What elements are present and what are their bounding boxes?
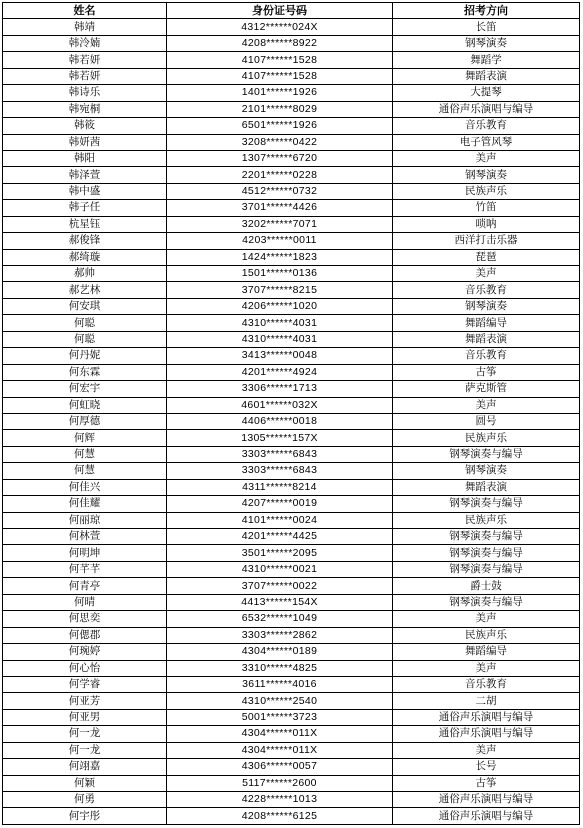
name-cell: 杭星钰 xyxy=(3,216,167,232)
table-row xyxy=(3,331,580,347)
table-row xyxy=(3,52,580,68)
name-cell: 韩妍茜 xyxy=(3,134,167,150)
name-cell: 何丽琼 xyxy=(3,512,167,528)
table-row xyxy=(3,676,580,692)
name-cell: 何聪 xyxy=(3,331,167,347)
table-row xyxy=(3,134,580,150)
direction-cell: 西洋打击乐器 xyxy=(393,233,580,249)
name-cell: 何林萱 xyxy=(3,529,167,545)
table-row xyxy=(3,249,580,265)
id-number-cell: 4101******0024 xyxy=(167,512,393,528)
direction-cell: 古筝 xyxy=(393,775,580,791)
table-row xyxy=(3,660,580,676)
name-cell: 何佳耀 xyxy=(3,496,167,512)
table-row xyxy=(3,611,580,627)
table-row xyxy=(3,792,580,808)
direction-cell: 舞蹈编导 xyxy=(393,315,580,331)
id-number-cell: 4207******0019 xyxy=(167,496,393,512)
direction-cell: 钢琴演奏与编导 xyxy=(393,594,580,610)
direction-cell: 通俗声乐演唱与编导 xyxy=(393,101,580,117)
id-number-cell: 4306******0057 xyxy=(167,759,393,775)
name-cell: 何勇 xyxy=(3,792,167,808)
table-row xyxy=(3,216,580,232)
table-row xyxy=(3,775,580,791)
name-cell: 何东霖 xyxy=(3,364,167,380)
id-number-cell: 4304******011X xyxy=(167,742,393,758)
name-cell: 郝帅 xyxy=(3,266,167,282)
name-cell: 何聪 xyxy=(3,315,167,331)
table-row xyxy=(3,167,580,183)
id-number-cell: 4310******4031 xyxy=(167,331,393,347)
id-number-cell: 4208******8922 xyxy=(167,35,393,51)
table-row xyxy=(3,200,580,216)
name-cell: 何一龙 xyxy=(3,726,167,742)
id-number-cell: 4512******0732 xyxy=(167,183,393,199)
table-row xyxy=(3,479,580,495)
name-cell: 何宇彤 xyxy=(3,808,167,824)
table-row xyxy=(3,726,580,742)
name-cell: 何一龙 xyxy=(3,742,167,758)
header-id-number: 身份证号码 xyxy=(167,3,393,19)
id-number-cell: 4201******4425 xyxy=(167,529,393,545)
name-cell: 何佳兴 xyxy=(3,479,167,495)
name-cell: 郝艺林 xyxy=(3,282,167,298)
id-number-cell: 4312******024X xyxy=(167,19,393,35)
header-name: 姓名 xyxy=(3,3,167,19)
id-number-cell: 3202******7071 xyxy=(167,216,393,232)
name-cell: 何亚男 xyxy=(3,709,167,725)
id-number-cell: 3306******1713 xyxy=(167,381,393,397)
name-cell: 何颖 xyxy=(3,775,167,791)
id-number-cell: 4206******1020 xyxy=(167,298,393,314)
id-number-cell: 2201******0228 xyxy=(167,167,393,183)
name-cell: 何翊嘉 xyxy=(3,759,167,775)
id-number-cell: 3303******6843 xyxy=(167,463,393,479)
name-cell: 韩中盛 xyxy=(3,183,167,199)
table-row xyxy=(3,578,580,594)
direction-cell: 通俗声乐演唱与编导 xyxy=(393,792,580,808)
direction-cell: 美声 xyxy=(393,266,580,282)
direction-cell: 萨克斯管 xyxy=(393,381,580,397)
direction-cell: 唢呐 xyxy=(393,216,580,232)
table-row xyxy=(3,348,580,364)
id-number-cell: 4310******2540 xyxy=(167,693,393,709)
name-cell: 韩阳 xyxy=(3,150,167,166)
direction-cell: 二胡 xyxy=(393,693,580,709)
table-row xyxy=(3,529,580,545)
name-cell: 何偲郡 xyxy=(3,627,167,643)
table-row xyxy=(3,298,580,314)
table-row xyxy=(3,644,580,660)
id-number-cell: 4304******011X xyxy=(167,726,393,742)
direction-cell: 美声 xyxy=(393,150,580,166)
name-cell: 何学睿 xyxy=(3,676,167,692)
table-row xyxy=(3,118,580,134)
id-number-cell: 4107******1528 xyxy=(167,52,393,68)
name-cell: 韩子任 xyxy=(3,200,167,216)
table-row xyxy=(3,150,580,166)
id-number-cell: 3310******4825 xyxy=(167,660,393,676)
direction-cell: 通俗声乐演唱与编导 xyxy=(393,808,580,824)
id-number-cell: 5117******2600 xyxy=(167,775,393,791)
id-number-cell: 4413******154X xyxy=(167,594,393,610)
table-row xyxy=(3,282,580,298)
direction-cell: 通俗声乐演唱与编导 xyxy=(393,726,580,742)
direction-cell: 琵琶 xyxy=(393,249,580,265)
table-row xyxy=(3,594,580,610)
name-cell: 何宏宇 xyxy=(3,381,167,397)
name-cell: 韩泠婻 xyxy=(3,35,167,51)
table-row xyxy=(3,397,580,413)
direction-cell: 钢琴演奏 xyxy=(393,35,580,51)
direction-cell: 长号 xyxy=(393,759,580,775)
id-number-cell: 4310******4031 xyxy=(167,315,393,331)
direction-cell: 钢琴演奏与编导 xyxy=(393,446,580,462)
table-row xyxy=(3,446,580,462)
name-cell: 韩若妍 xyxy=(3,52,167,68)
direction-cell: 长笛 xyxy=(393,19,580,35)
id-number-cell: 5001******3723 xyxy=(167,709,393,725)
name-cell: 何辉 xyxy=(3,430,167,446)
direction-cell: 电子管风琴 xyxy=(393,134,580,150)
direction-cell: 美声 xyxy=(393,611,580,627)
table-row xyxy=(3,183,580,199)
name-cell: 韩宛桐 xyxy=(3,101,167,117)
applicant-table xyxy=(2,2,580,825)
name-cell: 何虹晓 xyxy=(3,397,167,413)
id-number-cell: 4228******1013 xyxy=(167,792,393,808)
table-row xyxy=(3,496,580,512)
name-cell: 何厚德 xyxy=(3,413,167,429)
direction-cell: 舞蹈表演 xyxy=(393,331,580,347)
id-number-cell: 3707******0022 xyxy=(167,578,393,594)
id-number-cell: 1305******157X xyxy=(167,430,393,446)
name-cell: 何思奕 xyxy=(3,611,167,627)
table-row xyxy=(3,709,580,725)
table-row xyxy=(3,68,580,84)
id-number-cell: 3707******8215 xyxy=(167,282,393,298)
name-cell: 何晴 xyxy=(3,594,167,610)
id-number-cell: 4304******0189 xyxy=(167,644,393,660)
table-row xyxy=(3,512,580,528)
id-number-cell: 4601******032X xyxy=(167,397,393,413)
table-row xyxy=(3,233,580,249)
id-number-cell: 6501******1926 xyxy=(167,118,393,134)
name-cell: 郝绮璇 xyxy=(3,249,167,265)
direction-cell: 钢琴演奏与编导 xyxy=(393,545,580,561)
header-row xyxy=(3,3,580,19)
name-cell: 何慧 xyxy=(3,463,167,479)
direction-cell: 音乐教育 xyxy=(393,348,580,364)
name-cell: 郝俊锋 xyxy=(3,233,167,249)
id-number-cell: 4310******0021 xyxy=(167,561,393,577)
direction-cell: 钢琴演奏与编导 xyxy=(393,561,580,577)
id-number-cell: 1401******1926 xyxy=(167,85,393,101)
table-row xyxy=(3,413,580,429)
direction-cell: 舞蹈表演 xyxy=(393,479,580,495)
table-row xyxy=(3,627,580,643)
id-number-cell: 4107******1528 xyxy=(167,68,393,84)
table-row xyxy=(3,35,580,51)
direction-cell: 音乐教育 xyxy=(393,676,580,692)
direction-cell: 民族声乐 xyxy=(393,430,580,446)
table-row xyxy=(3,759,580,775)
table-row xyxy=(3,693,580,709)
direction-cell: 民族声乐 xyxy=(393,627,580,643)
id-number-cell: 4208******6125 xyxy=(167,808,393,824)
direction-cell: 民族声乐 xyxy=(393,512,580,528)
direction-cell: 钢琴演奏与编导 xyxy=(393,496,580,512)
direction-cell: 音乐教育 xyxy=(393,282,580,298)
direction-cell: 钢琴演奏 xyxy=(393,463,580,479)
table-row xyxy=(3,85,580,101)
direction-cell: 大提琴 xyxy=(393,85,580,101)
table-row xyxy=(3,561,580,577)
name-cell: 韩泽萱 xyxy=(3,167,167,183)
table-row xyxy=(3,364,580,380)
id-number-cell: 3501******2095 xyxy=(167,545,393,561)
id-number-cell: 4203******0011 xyxy=(167,233,393,249)
table-row xyxy=(3,381,580,397)
id-number-cell: 4406******0018 xyxy=(167,413,393,429)
name-cell: 何慧 xyxy=(3,446,167,462)
direction-cell: 民族声乐 xyxy=(393,183,580,199)
table-row xyxy=(3,315,580,331)
name-cell: 何青亭 xyxy=(3,578,167,594)
id-number-cell: 4311******8214 xyxy=(167,479,393,495)
name-cell: 何亚芳 xyxy=(3,693,167,709)
direction-cell: 美声 xyxy=(393,742,580,758)
direction-cell: 舞蹈编导 xyxy=(393,644,580,660)
id-number-cell: 3303******6843 xyxy=(167,446,393,462)
name-cell: 韩若妍 xyxy=(3,68,167,84)
name-cell: 何明坤 xyxy=(3,545,167,561)
table-row xyxy=(3,266,580,282)
id-number-cell: 6532******1049 xyxy=(167,611,393,627)
id-number-cell: 1424******1823 xyxy=(167,249,393,265)
direction-cell: 钢琴演奏与编导 xyxy=(393,529,580,545)
direction-cell: 美声 xyxy=(393,397,580,413)
id-number-cell: 4201******4924 xyxy=(167,364,393,380)
table-body xyxy=(3,19,580,824)
id-number-cell: 3303******2862 xyxy=(167,627,393,643)
id-number-cell: 1307******6720 xyxy=(167,150,393,166)
header-direction: 招考方向 xyxy=(393,3,580,19)
table-row xyxy=(3,545,580,561)
name-cell: 韩筱 xyxy=(3,118,167,134)
id-number-cell: 1501******0136 xyxy=(167,266,393,282)
direction-cell: 舞蹈学 xyxy=(393,52,580,68)
direction-cell: 钢琴演奏 xyxy=(393,298,580,314)
id-number-cell: 2101******8029 xyxy=(167,101,393,117)
name-cell: 何丹妮 xyxy=(3,348,167,364)
direction-cell: 钢琴演奏 xyxy=(393,167,580,183)
id-number-cell: 3208******0422 xyxy=(167,134,393,150)
table-row xyxy=(3,19,580,35)
id-number-cell: 3611******4016 xyxy=(167,676,393,692)
direction-cell: 通俗声乐演唱与编导 xyxy=(393,709,580,725)
name-cell: 何芊芊 xyxy=(3,561,167,577)
direction-cell: 舞蹈表演 xyxy=(393,68,580,84)
id-number-cell: 3701******4426 xyxy=(167,200,393,216)
table-row xyxy=(3,742,580,758)
name-cell: 何琬婷 xyxy=(3,644,167,660)
direction-cell: 爵士鼓 xyxy=(393,578,580,594)
name-cell: 何安琪 xyxy=(3,298,167,314)
table-row xyxy=(3,101,580,117)
name-cell: 韩诗乐 xyxy=(3,85,167,101)
direction-cell: 竹笛 xyxy=(393,200,580,216)
direction-cell: 音乐教育 xyxy=(393,118,580,134)
direction-cell: 圆号 xyxy=(393,413,580,429)
table-row xyxy=(3,463,580,479)
id-number-cell: 3413******0048 xyxy=(167,348,393,364)
direction-cell: 古筝 xyxy=(393,364,580,380)
name-cell: 韩靖 xyxy=(3,19,167,35)
table-row xyxy=(3,430,580,446)
name-cell: 何心怡 xyxy=(3,660,167,676)
direction-cell: 美声 xyxy=(393,660,580,676)
table-row xyxy=(3,808,580,824)
